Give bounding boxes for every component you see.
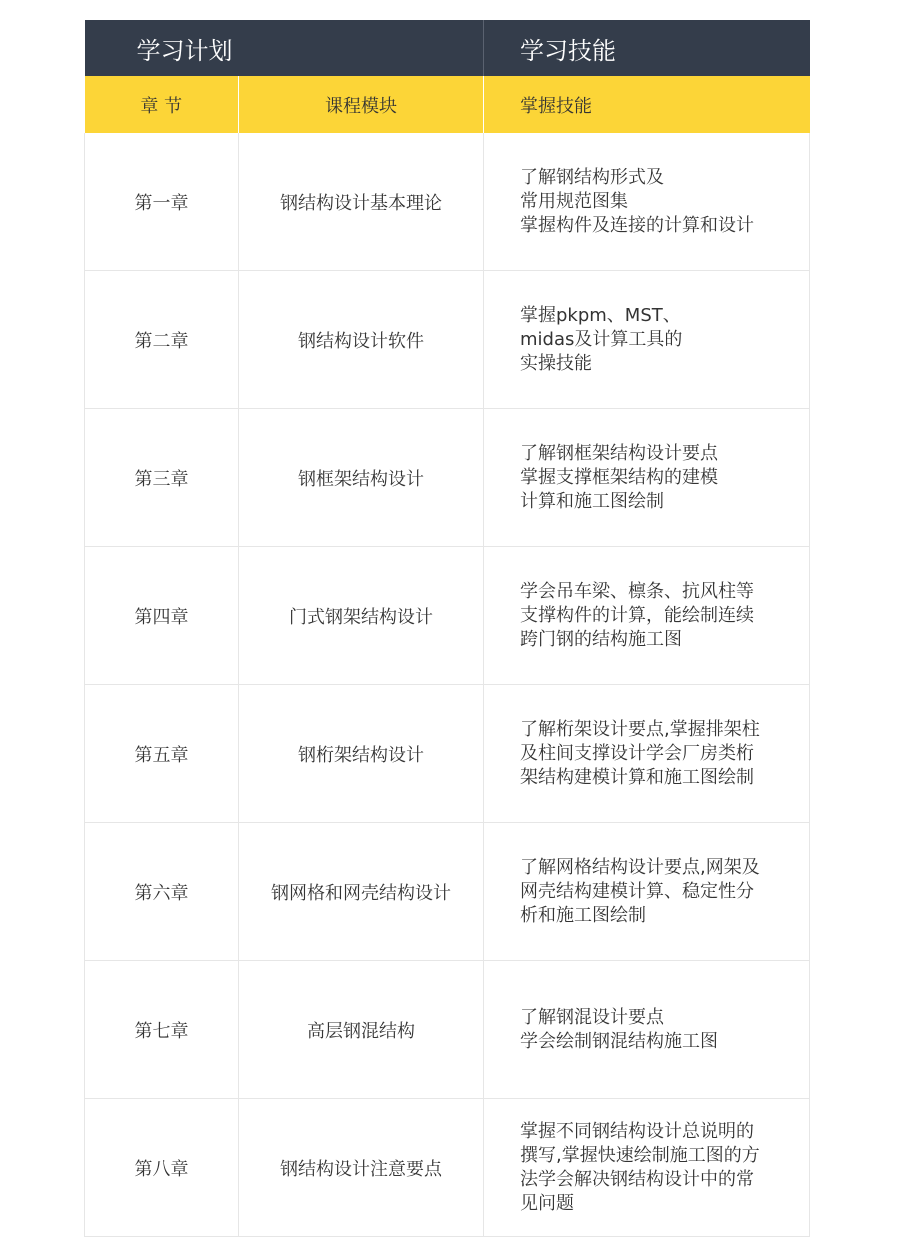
chapter-cell: 第三章 bbox=[85, 409, 239, 547]
skill-line: 了解钢框架结构设计要点 bbox=[520, 442, 718, 464]
table-body bbox=[85, 133, 810, 1237]
skills-cell bbox=[484, 271, 810, 409]
skill-line: 及柱间支撑设计学会厂房类桁 bbox=[520, 742, 754, 764]
table-row bbox=[85, 547, 810, 685]
chapter-cell: 第六章 bbox=[85, 823, 239, 961]
skills-cell bbox=[484, 685, 810, 823]
skills-cell bbox=[484, 547, 810, 685]
module-cell: 门式钢架结构设计 bbox=[239, 547, 484, 685]
skill-line: 了解网格结构设计要点,网架及 bbox=[520, 856, 760, 878]
table-row bbox=[85, 133, 810, 271]
skill-line: 支撑构件的计算，能绘制连续 bbox=[520, 604, 754, 626]
skill-line: 计算和施工图绘制 bbox=[520, 490, 664, 512]
skill-line: 了解钢结构形式及 bbox=[520, 166, 664, 188]
chapter-cell: 第七章 bbox=[85, 961, 239, 1099]
skill-line: 掌握不同钢结构设计总说明的 bbox=[520, 1120, 754, 1142]
skill-line: 了解桁架设计要点,掌握排架柱 bbox=[520, 718, 760, 740]
skill-line: 见问题 bbox=[520, 1192, 574, 1214]
table-row bbox=[85, 1099, 810, 1237]
skill-line: 掌握支撑框架结构的建模 bbox=[520, 466, 718, 488]
table-row bbox=[85, 271, 810, 409]
table-row bbox=[85, 823, 810, 961]
skills-cell bbox=[484, 133, 810, 271]
chapter-cell: 第八章 bbox=[85, 1099, 239, 1237]
title-row bbox=[85, 20, 810, 76]
skills-cell bbox=[484, 1099, 810, 1237]
study-plan-table bbox=[84, 20, 810, 1237]
skill-line: 跨门钢的结构施工图 bbox=[520, 628, 682, 650]
skill-line: 常用规范图集 bbox=[520, 190, 628, 212]
skill-line: 了解钢混设计要点 bbox=[520, 1006, 664, 1028]
skill-line: 掌握构件及连接的计算和设计 bbox=[520, 214, 754, 236]
module-cell: 钢结构设计基本理论 bbox=[239, 133, 484, 271]
chapter-cell: 第二章 bbox=[85, 271, 239, 409]
skill-line: 撰写,掌握快速绘制施工图的方 bbox=[520, 1144, 760, 1166]
module-cell: 钢框架结构设计 bbox=[239, 409, 484, 547]
skill-line: 架结构建模计算和施工图绘制 bbox=[520, 766, 754, 788]
column-header-row bbox=[85, 76, 810, 133]
chapter-cell: 第五章 bbox=[85, 685, 239, 823]
chapter-cell: 第四章 bbox=[85, 547, 239, 685]
header-chapter: 章 节 bbox=[85, 76, 239, 133]
table-row bbox=[85, 961, 810, 1099]
module-cell: 钢桁架结构设计 bbox=[239, 685, 484, 823]
skill-line: 法学会解决钢结构设计中的常 bbox=[520, 1168, 754, 1190]
header-skills: 掌握技能 bbox=[484, 76, 810, 133]
module-cell: 钢网格和网壳结构设计 bbox=[239, 823, 484, 961]
module-cell: 高层钢混结构 bbox=[239, 961, 484, 1099]
skill-line: 析和施工图绘制 bbox=[520, 904, 646, 926]
table-row bbox=[85, 409, 810, 547]
module-cell: 钢结构设计注意要点 bbox=[239, 1099, 484, 1237]
skill-line: 学会吊车梁、檩条、抗风柱等 bbox=[520, 580, 754, 602]
skills-cell bbox=[484, 409, 810, 547]
skill-line: 实操技能 bbox=[520, 352, 592, 374]
module-cell: 钢结构设计软件 bbox=[239, 271, 484, 409]
skill-line: midas及计算工具的 bbox=[520, 328, 683, 350]
header-module: 课程模块 bbox=[239, 76, 484, 133]
skills-cell bbox=[484, 961, 810, 1099]
table-row bbox=[85, 685, 810, 823]
plan-title: 学习计划 bbox=[85, 20, 484, 76]
skills-title: 学习技能 bbox=[484, 20, 810, 76]
chapter-cell: 第一章 bbox=[85, 133, 239, 271]
skill-line: 掌握pkpm、MST、 bbox=[520, 304, 681, 326]
skills-cell bbox=[484, 823, 810, 961]
skill-line: 网壳结构建模计算、稳定性分 bbox=[520, 880, 754, 902]
skill-line: 学会绘制钢混结构施工图 bbox=[520, 1030, 718, 1052]
